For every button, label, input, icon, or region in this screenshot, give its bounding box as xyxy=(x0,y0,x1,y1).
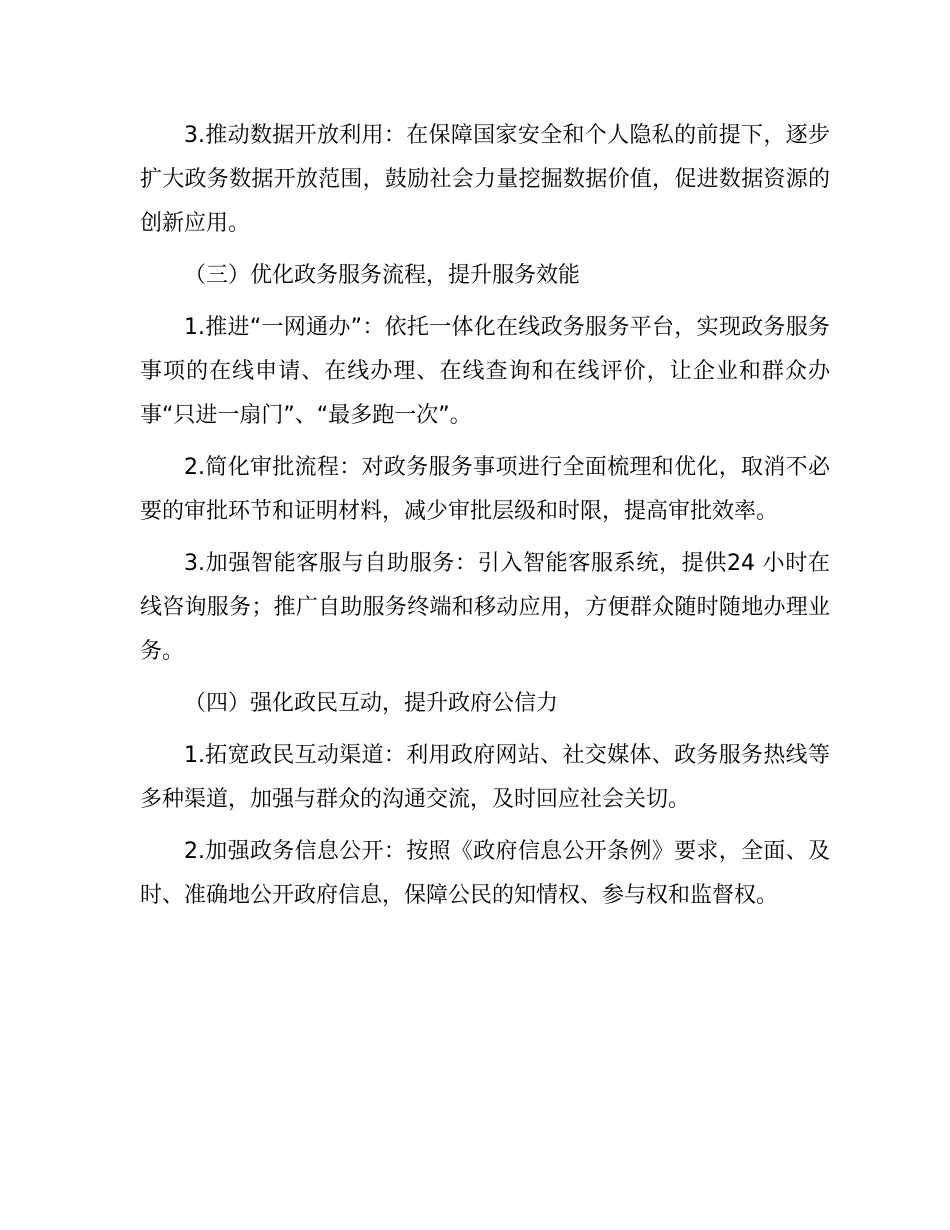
paragraph-info-disclosure: 2.加强政务信息公开：按照《政府信息公开条例》要求，全面、及时、准确地公开政府信息，保障公民的知情权、参与权和监督权。 xyxy=(140,839,830,908)
paragraph-data-open-use: 3.推动数据开放利用：在保障国家安全和个人隐私的前提下，逐步扩大政务数据开放范围，鼓励社会力量挖掘数据价值，促进数据资源的创新应用。 xyxy=(140,123,830,236)
paragraph-interaction-channels: 1.拓宽政民互动渠道：利用政府网站、社交媒体、政务服务热线等多种渠道，加强与群众的沟通交流，及时回应社会关切。 xyxy=(140,743,830,812)
paragraph-simplify-approval: 2.简化审批流程：对政务服务事项进行全面梳理和优化，取消不必要的审批环节和证明材料，减少审批层级和时限，提高审批效率。 xyxy=(140,455,830,524)
section-heading-3: （三）优化政务服务流程，提升服务效能 xyxy=(184,263,581,288)
paragraph-one-network: 1.推进“一网通办”：依托一体化在线政务服务平台，实现政务服务事项的在线申请、在线办理、在线查询和在线评价，让企业和群众办事“只进一扇门”、“最多跑一次”。 xyxy=(140,315,830,428)
section-heading-4: （四）强化政民互动，提升政府公信力 xyxy=(184,691,559,716)
paragraph-smart-service: 3.加强智能客服与自助服务：引入智能客服系统，提供24 小时在线咨询服务；推广自助服务终端和移动应用，方便群众随时随地办理业务。 xyxy=(140,551,830,664)
document-body xyxy=(140,114,830,926)
